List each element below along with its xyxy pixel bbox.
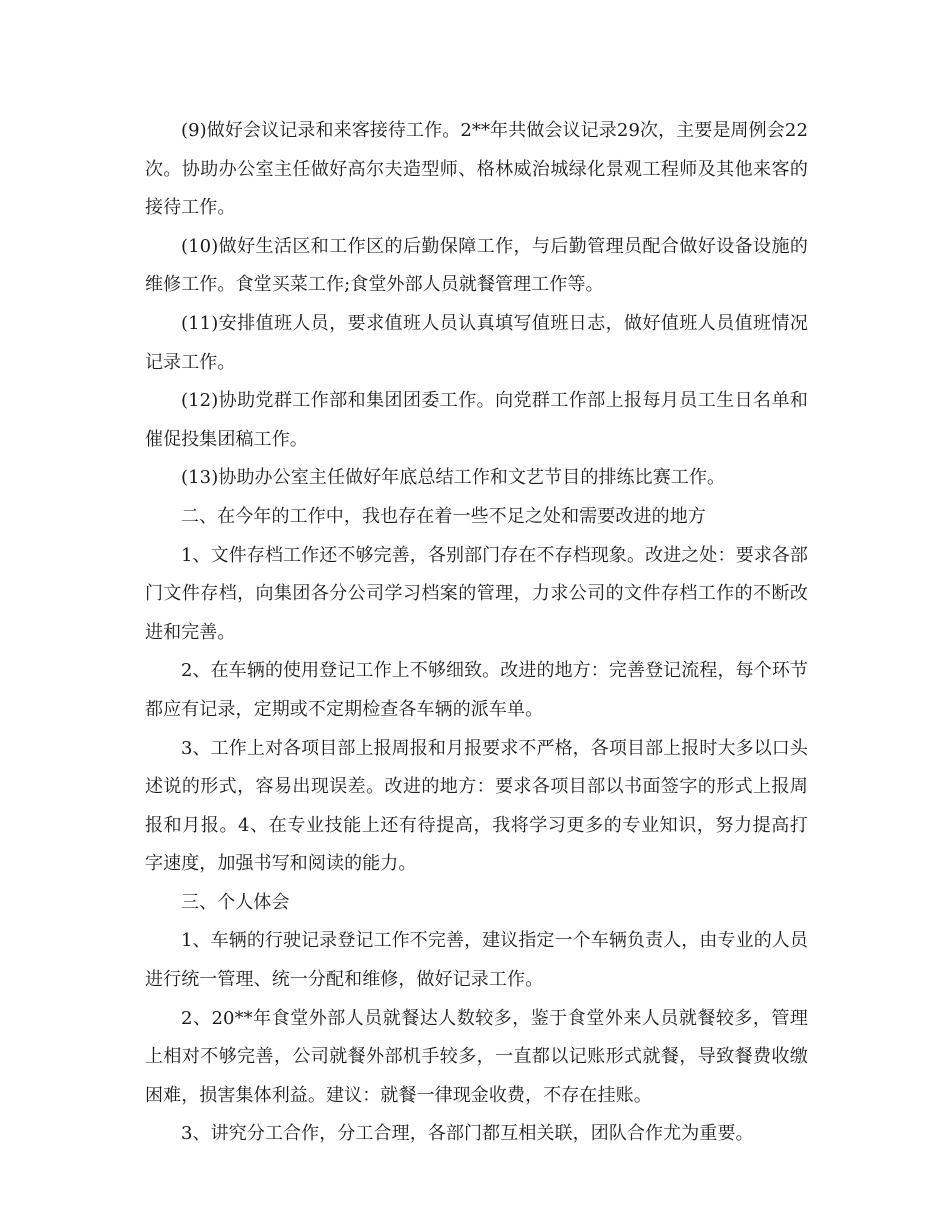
section-heading-personal-experience: 三、个人体会 bbox=[181, 891, 290, 913]
section-heading-shortcomings: 二、在今年的工作中，我也存在着一些不足之处和需要改进的地方 bbox=[181, 505, 706, 527]
paragraph-item-11: (11)安排值班人员，要求值班人员认真填写值班日志，做好值班人员值班情况记录工作。 bbox=[145, 312, 808, 373]
shortcoming-item-1: 1、文件存档工作还不够完善，各别部门存在不存档现象。改进之处：要求各部门文件存档，向集团各分公司学习档案的管理，力求公司的文件存档工作的不断改进和完善。 bbox=[145, 544, 808, 643]
experience-item-1: 1、车辆的行驶记录登记工作不完善，建议指定一个车辆负责人，由专业的人员进行统一管理、统一分配和维修，做好记录工作。 bbox=[145, 930, 808, 991]
paragraph-item-10: (10)做好生活区和工作区的后勤保障工作，与后勤管理员配合做好设备设施的维修工作。食堂买菜工作;食堂外部人员就餐管理工作等。 bbox=[145, 235, 808, 296]
experience-item-3: 3、讲究分工合作，分工合理，各部门都互相关联，团队合作尤为重要。 bbox=[181, 1123, 754, 1145]
paragraph-item-13: (13)协助办公室主任做好年底总结工作和文艺节目的排练比赛工作。 bbox=[181, 467, 726, 489]
experience-item-2: 2、20**年食堂外部人员就餐达人数较多，鉴于食堂外来人员就餐较多，管理上相对不够完善，公司就餐外部机手较多，一直都以记账形式就餐，导致餐费收缴困难，损害集体利益。建议：就餐一律现金收费，不存在挂账。 bbox=[145, 1007, 808, 1106]
shortcoming-item-3-4: 3、工作上对各项目部上报周报和月报要求不严格，各项目部上报时大多以口头述说的形式，容易出现误差。改进的地方：要求各项目部以书面签字的形式上报周报和月报。4、在专业技能上还有待提高，我将学习更多的专业知识，努力提高打字速度，加强书写和阅读的能力。 bbox=[145, 737, 808, 875]
shortcoming-item-2: 2、在车辆的使用登记工作上不够细致。改进的地方：完善登记流程，每个环节都应有记录，定期或不定期检查各车辆的派车单。 bbox=[145, 660, 808, 720]
paragraph-item-9: (9)做好会议记录和来客接待工作。2**年共做会议记录29次，主要是周例会22次。协助办公室主任做好高尔夫造型师、格林威治城绿化景观工程师及其他来客的接待工作。 bbox=[145, 120, 808, 219]
paragraph-item-12: (12)协助党群工作部和集团团委工作。向党群工作部上报每月员工生日名单和催促投集团稿工作。 bbox=[145, 390, 808, 450]
